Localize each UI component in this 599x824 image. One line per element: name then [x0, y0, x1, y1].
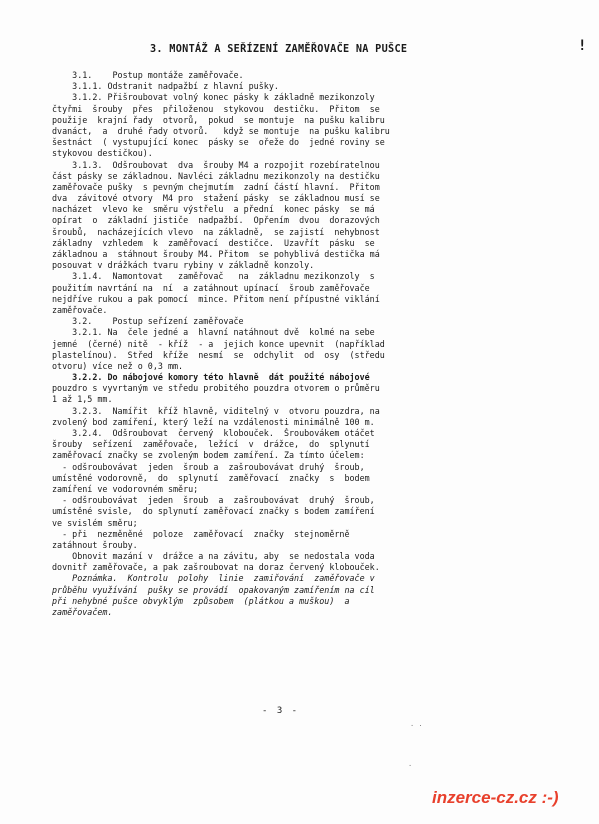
text-line: průběhu využívání pušky se provádí opakovaným zamířením na cíl [52, 584, 375, 595]
text-line: 3.2.2. Do nábojové komory této hlavně dát použité nábojové [52, 372, 370, 383]
text-line: základnou a stáhnout šrouby M4. Přitom se pohyblivá destička má [52, 249, 380, 259]
page-number: - 3 - [262, 706, 300, 716]
text-line: zatáhnout šrouby. [52, 539, 138, 550]
text-line: šroubů, nacházejících vlevo na základně, se zajistí nehybnost [52, 226, 380, 237]
watermark-text: inzerce-cz.cz :-) [432, 788, 559, 807]
text-line: 3.1.4. Namontovat zaměřovač na základnu mezikonzoly s [52, 271, 375, 282]
text-line: - při nezměněné poloze zaměřovací značky stejnoměrně [52, 528, 350, 539]
text-line: Poznámka. Kontrolu polohy linie zamiřování zaměřovače v [52, 573, 375, 584]
text-line: 3.2.3. Namířit kříž hlavně, viditelný v otvoru pouzdra, na [52, 405, 380, 416]
text-line: jemné (černé) nitě - kříž - a jejich konce upevnit (například [52, 338, 385, 349]
text-line: umístěné vodorovně, do splynutí zaměřovací značky s bodem [52, 472, 370, 483]
text-line: 3.1. Postup montáže zaměřovače. [52, 70, 244, 80]
scan-noise: . . [410, 720, 423, 728]
text-line: nejdříve rukou a pak pomocí mince. Přitom není přípustné viklání [52, 293, 380, 304]
text-line: - odšroubovávat jeden šroub a zašroubovávat druhý šroub, [52, 495, 375, 506]
scan-noise: . [408, 760, 413, 768]
text-line: zaměřovací značky se zvoleným bodem zamíření. Za tímto účelem: [52, 450, 365, 461]
text-line: dva závitové otvory M4 pro stažení pásky se základnou musí se [52, 193, 380, 204]
text-line: umístěné svisle, do splynutí zaměřovací značky s bodem zamíření [52, 506, 375, 517]
text-line: čtyřmi šrouby přes přiloženou stykovou destičku. Přitom se [52, 103, 380, 114]
text-line: plastelínou). Střed kříže nesmí se odchylit od osy (středu [52, 349, 385, 360]
text-line: šestnáct ( vystupující konec pásky se ořeže do jedné roviny se [52, 137, 385, 148]
text-line: ve svislém směru; [52, 517, 138, 528]
text-line: opírat o základní jističe nadpažbí. Opřením dvou dorazových [52, 215, 380, 226]
text-line: zaměřovače. [52, 304, 108, 315]
text-line: 3.2.1. Na čele jedné a hlavní natáhnout dvě kolmé na sebe [52, 327, 375, 338]
text-line: 1 až 1,5 mm. [52, 394, 113, 405]
text-line: 3.1.1. Odstranit nadpažbí z hlavní pušky. [52, 81, 279, 92]
text-line: posouvat v drážkách tvaru rybiny v základně konzoly. [52, 260, 315, 271]
text-line: 3.2.4. Odšroubovat červený klobouček. Šroubovákem otáčet [52, 428, 375, 438]
text-line: zaměřovače pušky s pevným chejmutím zadní částí hlavní. Přitom [52, 181, 380, 192]
text-line: základny vzhledem k zaměřovací destičce. Uzavřít pásku se [52, 237, 375, 248]
text-line: otvoru) více než o 0,3 mm. [52, 360, 184, 371]
text-line: při nehybné pušce obvyklým způsobem (plátkou a muškou) a [52, 595, 350, 606]
text-line: dovnitř zaměřovače, a pak zašroubovat na doraz červený klobouček. [52, 562, 380, 573]
text-line: 3.2. Postup seřízení zaměřovače [52, 316, 244, 327]
text-line: použije krajní řady otvorů, pokud se montuje na pušku kalibru [52, 114, 385, 125]
body-text [52, 70, 532, 618]
text-line: nacházet vlevo ke směru výstřelu a přední konec pásky se má [52, 204, 375, 215]
text-line: šrouby seřízení zaměřovače, ležící v drážce, do splynutí [52, 439, 370, 450]
text-line: stykovou destičkou). [52, 148, 153, 159]
margin-mark: ! [578, 38, 587, 54]
text-line: - odšroubovávat jeden šroub a zašroubovávat druhý šroub, [52, 461, 365, 472]
text-line: zamíření ve vodorovném směru; [52, 483, 199, 494]
text-line: 3.1.3. Odšroubovat dva šrouby M4 a rozpojit rozebíratelnou [52, 159, 380, 170]
text-line: dvanáct, a druhé řady otvorů. když se montuje na pušku kalibru [52, 125, 390, 136]
text-line: použitím navrtání na ní a zatáhnout upínací šroub zaměřovače [52, 282, 370, 293]
text-line: Obnovit mazání v drážce a na závitu, aby se nedostala voda [52, 551, 375, 562]
section-heading: 3. MONTÁŽ A SEŘÍZENÍ ZAMĚŘOVAČE NA PUŠCE [150, 44, 408, 55]
text-line: 3.1.2. Přišroubovat volný konec pásky k základně mezikonzoly [52, 92, 375, 103]
text-line: zaměřovačem. [52, 607, 113, 617]
text-line: zvolený bod zamíření, který leží na vzdálenosti minimálně 100 m. [52, 416, 375, 427]
text-line: pouzdro s vyvrtaným ve středu probitého pouzdra otvorem o průměru [52, 383, 380, 394]
text-line: část pásky se základnou. Navléci základnu mezikonzoly na destičku [52, 170, 380, 181]
